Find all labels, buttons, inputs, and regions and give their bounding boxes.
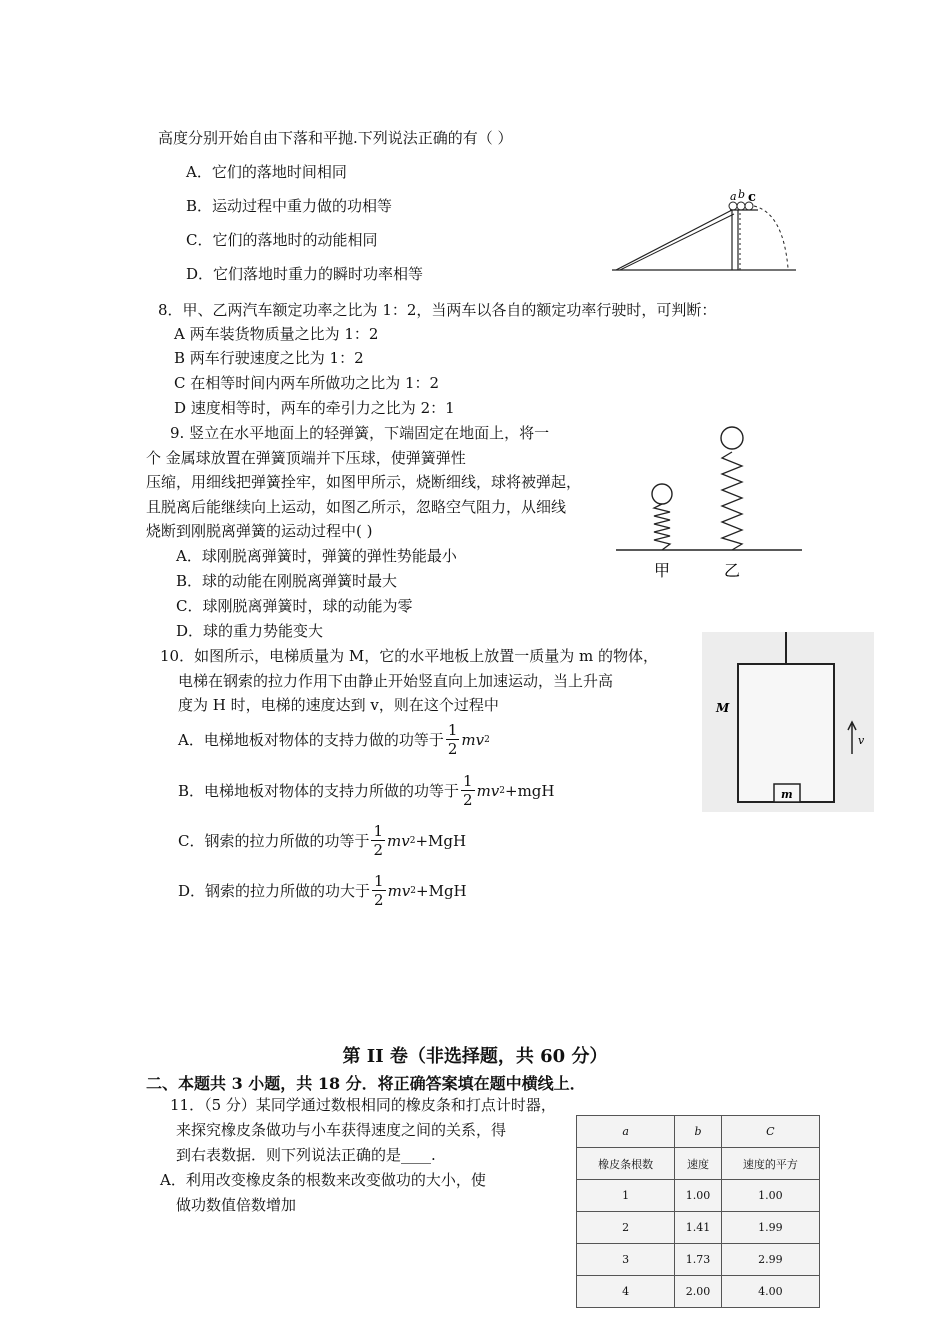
q10-option-a: A．电梯地板对物体的支持力做的功等于 $\frac{1}{2}$ mv 2 [178,721,490,758]
table-row [577,1276,820,1308]
q8-stem: 8．甲、乙两汽车额定功率之比为 1：2，当两车以各自的额定功率行驶时，可判断： [158,301,717,319]
table-cell: 3 [577,1244,675,1276]
q9-option-a: A．球刚脱离弹簧时，弹簧的弹性势能最小 [176,547,457,565]
table-header: 速度的平方 [721,1148,819,1180]
table-header: 速度 [675,1148,722,1180]
q11-line-2: 来探究橡皮条做功与小车获得速度之间的关系，得 [176,1121,507,1139]
q7-option-a: A．它们的落地时间相同 [186,163,347,181]
q10-option-b: B．电梯地板对物体的支持力所做的功等于 $\frac{1}{2}$ mv 2 +mgH [178,772,555,809]
elevator-figure [702,632,874,812]
table-cell: 1 [577,1180,675,1212]
q9-option-b: B．球的动能在刚脱离弹簧时最大 [176,572,398,590]
q9-line-1: 9. 竖立在水平地面上的轻弹簧，下端固定在地面上，将一 [170,424,550,442]
label-c: c [748,190,756,205]
table-cell: 2.00 [675,1276,722,1308]
q10-line-1: 10．如图所示，电梯质量为 M，它的水平地板上放置一质量为 m 的物体， [160,647,658,665]
incline-figure [608,188,800,274]
q7-option-c: C．它们的落地时的动能相同 [186,231,378,249]
table-cell: 4.00 [721,1276,819,1308]
table-cell: 1.73 [675,1244,722,1276]
table-cell: a [577,1116,675,1148]
q9-option-c: C．球刚脱离弹簧时，球的动能为零 [176,597,413,615]
data-table-wrapper [576,1115,820,1308]
q10-line-3: 度为 H 时，电梯的速度达到 v，则在这个过程中 [178,696,499,714]
table-cell: 1.41 [675,1212,722,1244]
q11-line-3: 到右表数据．则下列说法正确的是____. [176,1146,436,1164]
table-row [577,1180,820,1212]
label-b: b [738,188,746,201]
q9-line-4: 且脱离后能继续向上运动，如图乙所示，忽略空气阻力，从细线 [146,498,567,516]
table-cell: 1.00 [721,1180,819,1212]
label-v: v [858,734,865,747]
q7-option-d: D．它们落地时重力的瞬时功率相等 [186,265,424,283]
q10-line-2: 电梯在钢索的拉力作用下由静止开始竖直向上加速运动，当上升高 [178,672,614,690]
part2-title: 第 II 卷（非选择题，共 60 分） [342,1046,608,1067]
part2-section: 二、本题共 3 小题，共 18 分．将正确答案填在题中横线上． [146,1074,586,1093]
table-cell: 1.99 [721,1212,819,1244]
q10-option-c: C．钢索的拉力所做的功等于 $\frac{1}{2}$ mv 2 +MgH [178,822,467,859]
q11-option-a-line-2: 做功数值倍数增加 [176,1196,297,1214]
table-cell: C [721,1116,819,1148]
q8-option-a: A 两车装货物质量之比为 1：2 [174,325,379,343]
q8-option-d: D 速度相等时，两车的牵引力之比为 2：1 [174,399,455,417]
spring-figure [614,422,804,582]
data-table [576,1115,820,1308]
table-cell: 4 [577,1276,675,1308]
table-cell: 1.00 [675,1180,722,1212]
q9-line-5: 烧断到刚脱离弹簧的运动过程中( ) [146,522,373,540]
table-cell: 2 [577,1212,675,1244]
q8-option-c: C 在相等时间内两车所做功之比为 1：2 [174,374,440,392]
table-row [577,1116,820,1148]
label-jia: 甲 [654,561,671,580]
q9-line-3: 压缩，用细线把弹簧拴牢，如图甲所示，烧断细线，球将被弹起， [146,473,582,491]
label-yi: 乙 [724,561,741,580]
label-M: M [716,701,730,715]
q9-line-2: 个 金属球放置在弹簧顶端并下压球，使弹簧弹性 [146,449,466,467]
q11-line-1: 11．（5 分）某同学通过数根相同的橡皮条和打点计时器， [170,1096,556,1114]
table-cell: 2.99 [721,1244,819,1276]
table-cell: b [675,1116,722,1148]
q7-stem: 高度分别开始自由下落和平抛.下列说法正确的有（ ） [158,129,513,147]
table-row [577,1212,820,1244]
q11-option-a-line-1: A．利用改变橡皮条的根数来改变做功的大小，使 [160,1171,486,1189]
q9-option-d: D．球的重力势能变大 [176,622,324,640]
table-header: 橡皮条根数 [577,1148,675,1180]
table-row [577,1244,820,1276]
q8-option-b: B 两车行驶速度之比为 1：2 [174,349,364,367]
label-m: m [781,788,793,801]
label-a: a [730,190,737,203]
table-row [577,1148,820,1180]
q7-option-b: B．运动过程中重力做的功相等 [186,197,393,215]
q10-option-d: D．钢索的拉力所做的功大于 $\frac{1}{2}$ mv 2 +MgH [178,872,467,909]
